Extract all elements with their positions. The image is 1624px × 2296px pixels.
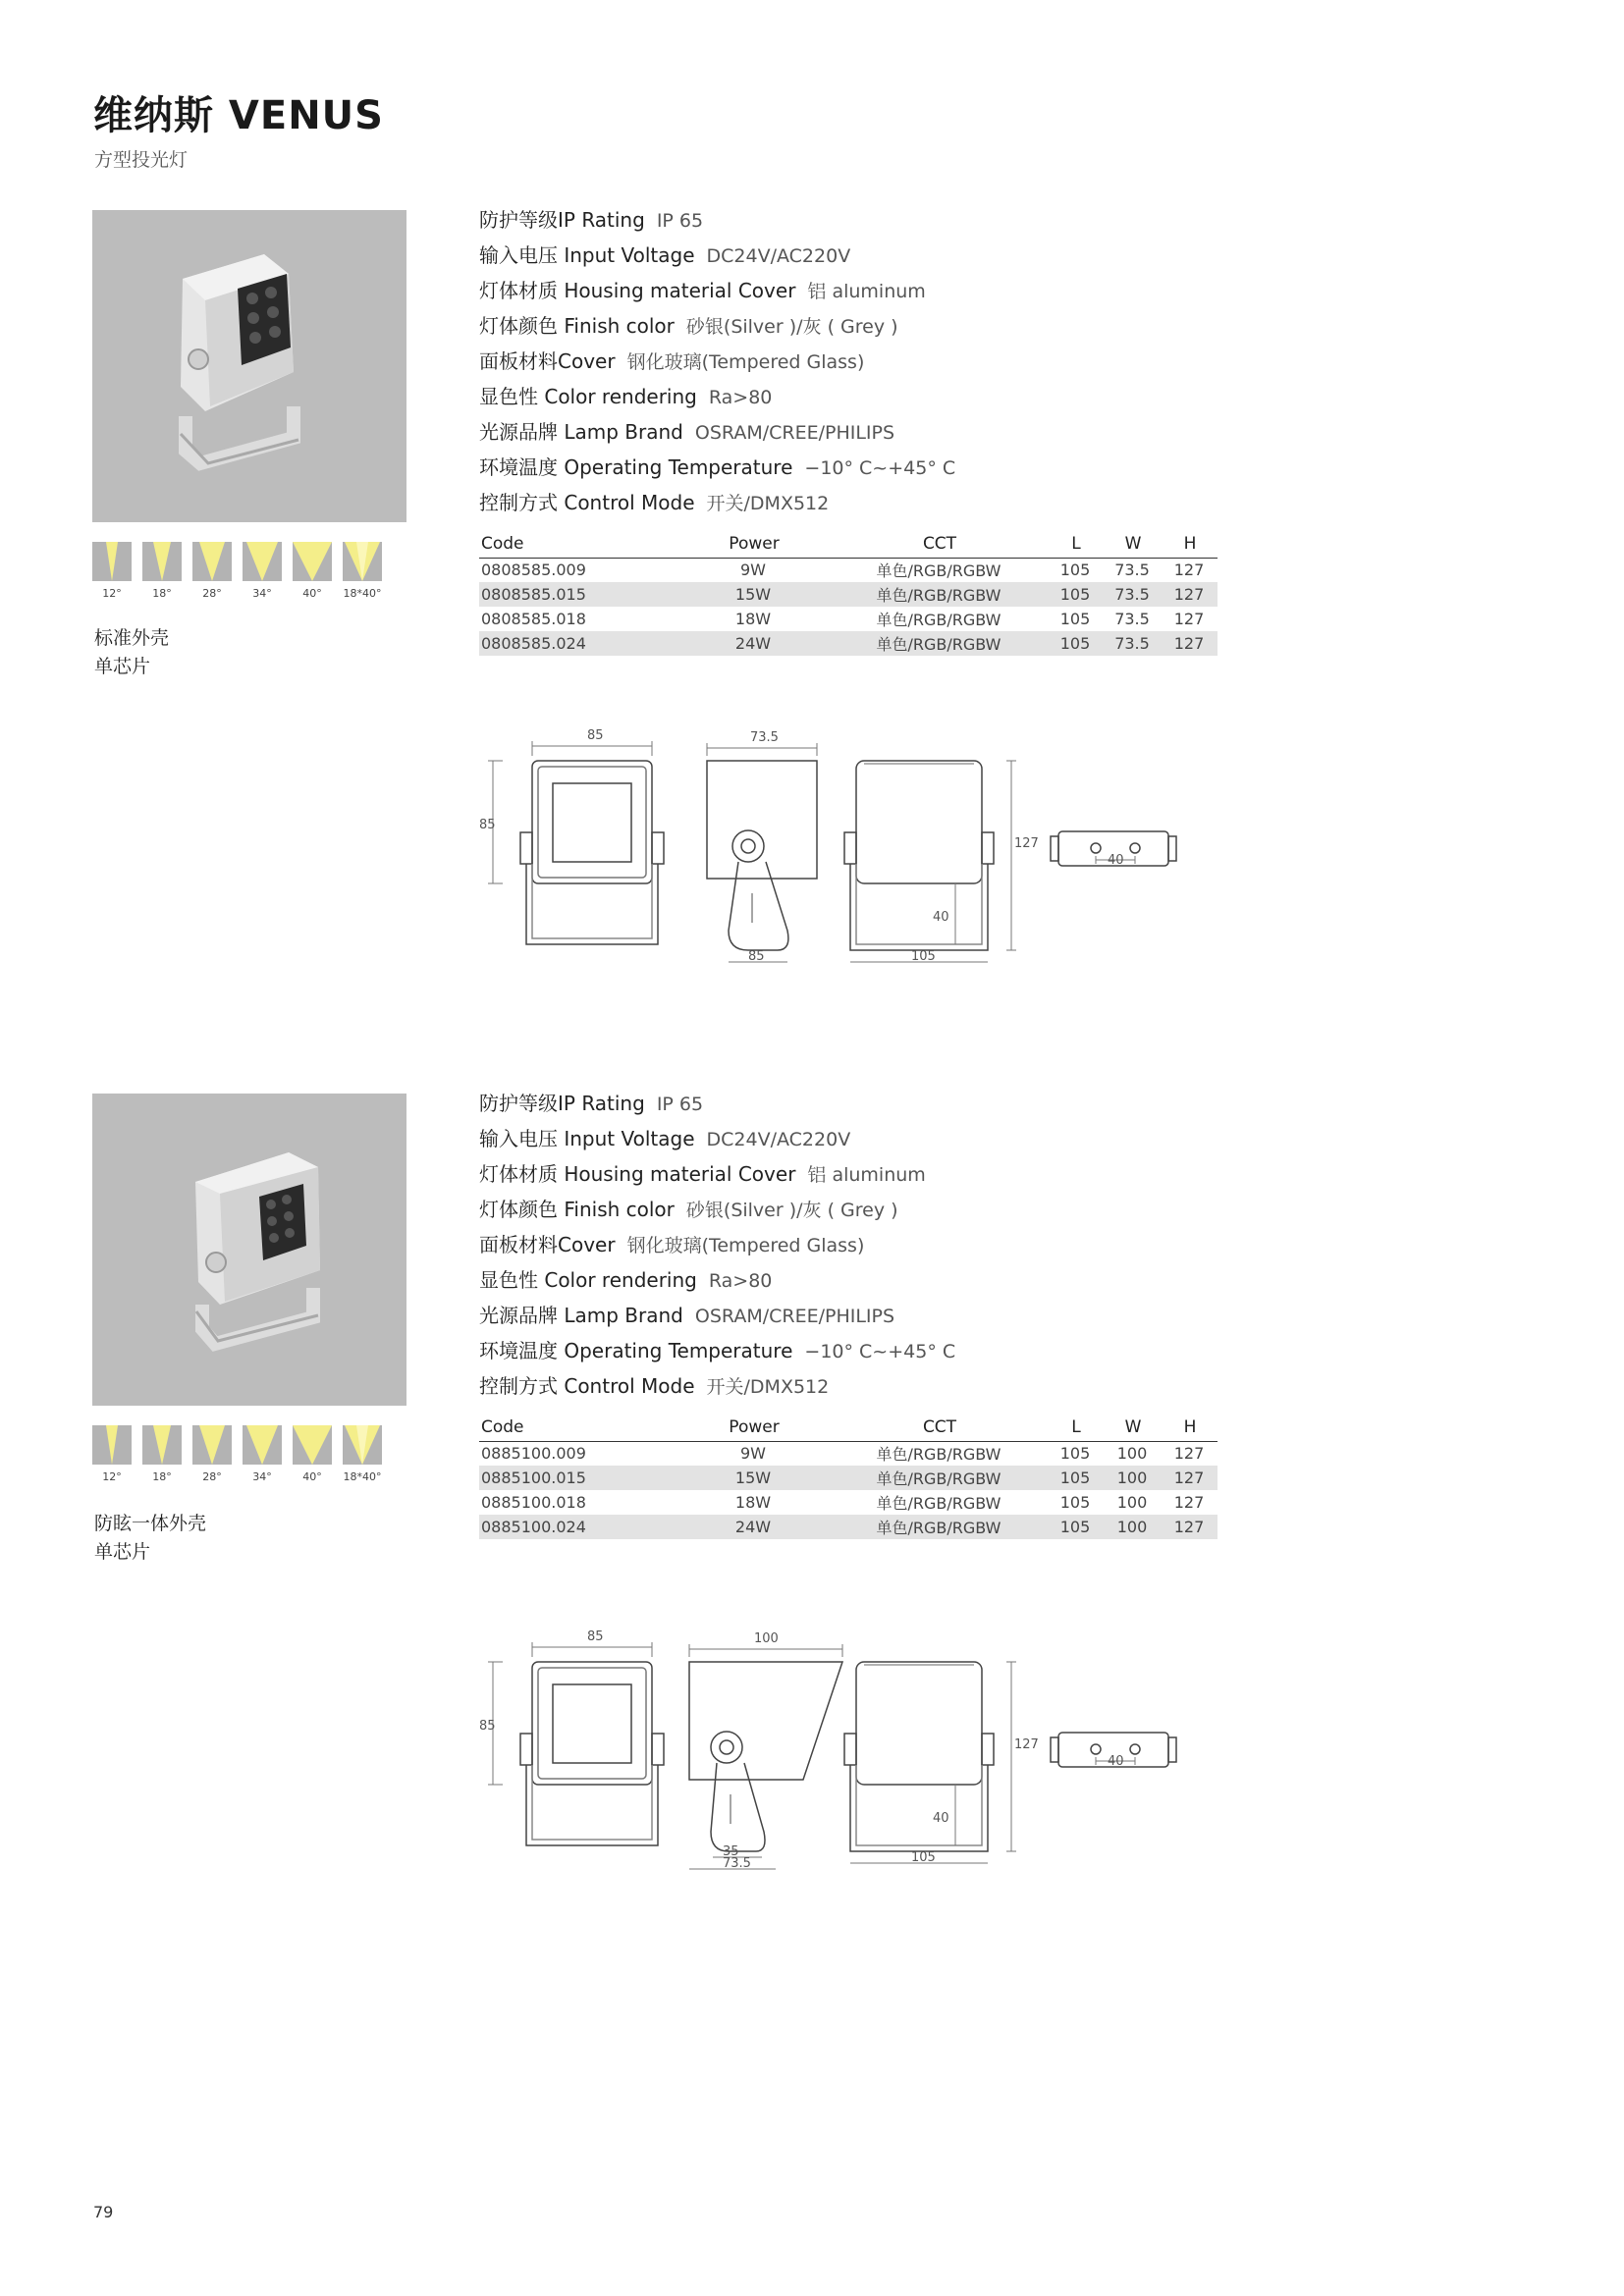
chip-type: 单芯片 [94,1541,151,1563]
spec-finish: 灯体颜色 Finish color 砂银(Silver )/灰 ( Grey ) [479,1198,898,1221]
beam-12: 12° [92,1425,132,1483]
spec-cover: 面板材料Cover 钢化玻璃(Tempered Glass) [479,1233,865,1256]
dim-back-width: 105 [911,949,936,964]
dim-front-height: 85 [479,1719,496,1734]
spec-brand: 光源品牌 Lamp Brand OSRAM/CREE/PHILIPS [479,1304,895,1327]
spec-cri: 显色性 Color rendering Ra>80 [479,385,773,408]
spec-list [479,202,955,520]
table-row: 0808585.015 15W 单色/RGB/RGBW 105 73.5 127 [479,582,1218,607]
technical-drawing-standard [471,717,1218,972]
page-subtitle: 方型投光灯 [94,149,189,171]
spec-control: 控制方式 Control Mode 开关/DMX512 [479,491,830,514]
technical-drawing-antiglare [471,1618,1218,1873]
dim-front-width: 85 [587,728,604,743]
dim-back-bracket: 40 [933,910,949,925]
chip-type: 单芯片 [94,656,151,677]
beam-18x40: 18*40° [343,1425,382,1483]
spec-voltage: 输入电压 Input Voltage DC24V/AC220V [479,243,851,267]
dim-side-width: 100 [754,1631,779,1646]
spec-temperature: 环境温度 Operating Temperature −10° C~+45° C [479,1339,956,1362]
page-number: 79 [93,2203,114,2221]
table-row: 0885100.009 9W 单色/RGB/RGBW 105 100 127 [481,1444,1205,1465]
dim-side-base-outer: 73.5 [723,1856,751,1871]
shell-type [94,1510,206,1567]
spec-list [479,1086,955,1404]
table-row: 0808585.018 18W 单色/RGB/RGBW 105 73.5 127 [481,610,1205,629]
beam-18: 18° [142,1425,182,1483]
spec-ip: 防护等级IP Rating IP 65 [479,1092,704,1115]
table-row: 0808585.024 24W 单色/RGB/RGBW 105 73.5 127 [479,631,1218,656]
dim-back-width: 105 [911,1850,936,1865]
spec-finish: 灯体颜色 Finish color 砂银(Silver )/灰 ( Grey ) [479,314,898,338]
dim-front-height: 85 [479,818,496,832]
spec-temperature: 环境温度 Operating Temperature −10° C~+45° C [479,455,956,479]
table-row: 0885100.015 15W 单色/RGB/RGBW 105 100 127 [479,1466,1218,1490]
dim-front-width: 85 [587,1629,604,1644]
table-row: 0808585.009 9W 单色/RGB/RGBW 105 73.5 127 [481,561,1205,581]
spec-cover: 面板材料Cover 钢化玻璃(Tempered Glass) [479,349,865,373]
beam-40: 40° [293,1425,332,1483]
spec-brand: 光源品牌 Lamp Brand OSRAM/CREE/PHILIPS [479,420,895,444]
table-row: 0885100.024 24W 单色/RGB/RGBW 105 100 127 [479,1515,1218,1539]
shell-name: 防眩一体外壳 [94,1513,207,1534]
spec-voltage: 输入电压 Input Voltage DC24V/AC220V [479,1127,851,1150]
beam-28: 28° [192,1425,232,1483]
dim-back-bracket: 40 [933,1811,949,1826]
shell-name: 标准外壳 [94,627,170,649]
beam-18x40: 18*40° [343,542,382,600]
dim-side-width: 73.5 [750,730,779,745]
beam-40: 40° [293,542,332,600]
page-title: 维纳斯 VENUS [93,93,384,138]
product-table [479,532,1218,656]
beam-34: 34° [243,1425,282,1483]
dim-side-base: 85 [748,949,765,964]
spec-ip: 防护等级IP Rating IP 65 [479,208,704,232]
dim-back-height: 127 [1014,836,1039,851]
dim-top-gap: 40 [1108,1754,1124,1769]
product-photo-antiglare [92,1094,406,1406]
beam-28: 28° [192,542,232,600]
beam-angle-row [92,1425,382,1483]
beam-34: 34° [243,542,282,600]
spec-housing: 灯体材质 Housing material Cover 铝 aluminum [479,279,926,302]
beam-angle-row [92,542,382,600]
product-photo-standard [92,210,406,522]
table-header: Code Power CCT L W H [479,1415,1218,1441]
product-table [479,1415,1218,1539]
dim-top-gap: 40 [1108,853,1124,868]
dim-side-base: 35 [723,1844,739,1859]
beam-18: 18° [142,542,182,600]
spec-cri: 显色性 Color rendering Ra>80 [479,1268,773,1292]
shell-type [94,624,169,681]
table-row: 0885100.018 18W 单色/RGB/RGBW 105 100 127 [481,1493,1205,1513]
spec-housing: 灯体材质 Housing material Cover 铝 aluminum [479,1162,926,1186]
beam-12: 12° [92,542,132,600]
spec-control: 控制方式 Control Mode 开关/DMX512 [479,1374,830,1398]
dim-back-height: 127 [1014,1737,1039,1752]
table-header: Code Power CCT L W H [479,532,1218,558]
